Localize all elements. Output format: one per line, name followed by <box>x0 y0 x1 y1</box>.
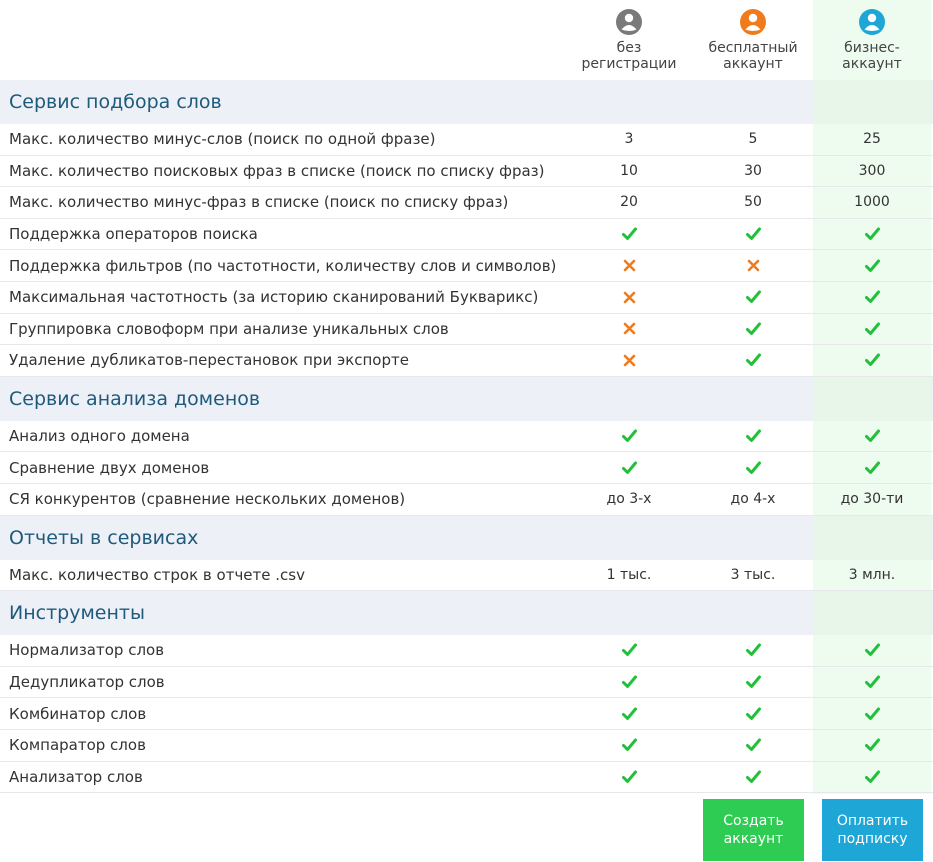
feature-label: Поддержка фильтров (по частотности, количеству слов и символов) <box>9 256 557 275</box>
table-row <box>0 187 933 219</box>
check-icon <box>813 282 931 313</box>
business-column-cell <box>813 591 931 635</box>
user-icon <box>739 8 767 36</box>
check-icon <box>813 421 931 452</box>
plans-header <box>0 0 933 80</box>
feature-value: до 3-х <box>606 491 652 508</box>
plan-name-line2: регистрации <box>581 56 677 72</box>
cross-icon <box>570 250 688 281</box>
business-column-cell <box>813 80 931 124</box>
check-icon <box>813 345 931 376</box>
feature-label: Компаратор слов <box>9 736 146 755</box>
feature-label: Группировка словоформ при анализе уникальных слов <box>9 319 449 338</box>
create-account-label-line1: Создать <box>723 813 784 829</box>
feature-label: Анализ одного домена <box>9 427 190 446</box>
feature-value: 25 <box>863 131 881 148</box>
table-row <box>0 156 933 188</box>
cross-icon <box>694 250 812 281</box>
check-icon <box>694 730 812 761</box>
feature-value: 20 <box>620 194 638 211</box>
plan-name-line1: без <box>616 40 642 56</box>
section-header <box>0 516 933 560</box>
feature-label: Макс. количество минус-слов (поиск по одной фразе) <box>9 130 436 149</box>
feature-value: 5 <box>748 131 758 148</box>
business-column-cell <box>813 377 931 421</box>
check-icon <box>813 314 931 345</box>
create-account-button[interactable] <box>703 799 804 861</box>
check-icon <box>570 730 688 761</box>
table-row <box>0 421 933 453</box>
business-column-cell <box>813 516 931 560</box>
feature-value: 300 <box>858 162 886 179</box>
feature-label: Анализатор слов <box>9 767 143 786</box>
plan-name-line1: бизнес- <box>844 40 900 56</box>
section-header <box>0 80 933 124</box>
table-row <box>0 282 933 314</box>
check-icon <box>694 219 812 250</box>
check-icon <box>813 219 931 250</box>
section-header <box>0 377 933 421</box>
table-row <box>0 484 933 516</box>
section-title: Отчеты в сервисах <box>9 526 199 549</box>
check-icon <box>813 762 931 793</box>
table-row <box>0 345 933 377</box>
section-title: Сервис анализа доменов <box>9 387 261 410</box>
check-icon <box>813 452 931 483</box>
feature-label: Максимальная частотность (за историю сканирований Букварикс) <box>9 288 539 307</box>
feature-label: Поддержка операторов поиска <box>9 225 258 244</box>
feature-label: Сравнение двух доменов <box>9 458 210 477</box>
check-icon <box>694 345 812 376</box>
feature-value: 30 <box>744 162 762 179</box>
plan-name-line2: аккаунт <box>723 56 783 72</box>
check-icon <box>570 219 688 250</box>
section-title: Инструменты <box>9 602 145 625</box>
feature-label: СЯ конкурентов (сравнение нескольких доменов) <box>9 490 406 509</box>
feature-value: 3 тыс. <box>730 566 776 583</box>
feature-value: 3 <box>624 131 634 148</box>
check-icon <box>813 635 931 666</box>
feature-label: Макс. количество поисковых фраз в списке (поиск по списку фраз) <box>9 161 545 180</box>
check-icon <box>694 314 812 345</box>
table-row <box>0 452 933 484</box>
plan-business-account <box>813 8 931 72</box>
table-row <box>0 667 933 699</box>
check-icon <box>570 762 688 793</box>
table-row <box>0 635 933 667</box>
check-icon <box>694 282 812 313</box>
check-icon <box>813 250 931 281</box>
check-icon <box>813 698 931 729</box>
table-row <box>0 219 933 251</box>
feature-value: 10 <box>620 162 638 179</box>
table-row <box>0 124 933 156</box>
feature-value: 1 тыс. <box>606 566 652 583</box>
table-row <box>0 560 933 592</box>
table-row <box>0 762 933 794</box>
user-icon <box>615 8 643 36</box>
pay-subscription-label-line1: Оплатить <box>836 813 909 829</box>
table-row <box>0 250 933 282</box>
pay-subscription-button[interactable] <box>822 799 923 861</box>
check-icon <box>694 421 812 452</box>
plan-no-registration <box>570 8 688 72</box>
feature-label: Удаление дубликатов-перестановок при экспорте <box>9 351 409 370</box>
plan-name-line2: аккаунт <box>842 56 902 72</box>
check-icon <box>694 452 812 483</box>
plan-name-line1: бесплатный <box>708 40 798 56</box>
check-icon <box>813 667 931 698</box>
plan-free-account <box>694 8 812 72</box>
feature-value: 50 <box>744 194 762 211</box>
check-icon <box>570 698 688 729</box>
check-icon <box>694 667 812 698</box>
cross-icon <box>570 282 688 313</box>
check-icon <box>570 421 688 452</box>
feature-label: Нормализатор слов <box>9 641 165 660</box>
feature-label: Дедупликатор слов <box>9 673 165 692</box>
feature-label: Макс. количество минус-фраз в списке (поиск по списку фраз) <box>9 193 509 212</box>
feature-value: до 4-х <box>730 491 776 508</box>
check-icon <box>570 452 688 483</box>
table-row <box>0 314 933 346</box>
table-row <box>0 698 933 730</box>
feature-value: до 30-ти <box>840 491 904 508</box>
section-header <box>0 591 933 635</box>
check-icon <box>813 730 931 761</box>
feature-value: 3 млн. <box>848 566 896 583</box>
check-icon <box>694 635 812 666</box>
table-row <box>0 730 933 762</box>
user-icon <box>858 8 886 36</box>
section-title: Сервис подбора слов <box>9 91 222 113</box>
feature-label: Комбинатор слов <box>9 704 147 723</box>
cross-icon <box>570 345 688 376</box>
cross-icon <box>570 314 688 345</box>
create-account-label-line2: аккаунт <box>723 831 784 847</box>
check-icon <box>694 762 812 793</box>
check-icon <box>694 698 812 729</box>
check-icon <box>570 635 688 666</box>
feature-value: 1000 <box>854 194 890 211</box>
pay-subscription-label-line2: подписку <box>837 831 908 847</box>
feature-label: Макс. количество строк в отчете .csv <box>9 565 305 584</box>
check-icon <box>570 667 688 698</box>
